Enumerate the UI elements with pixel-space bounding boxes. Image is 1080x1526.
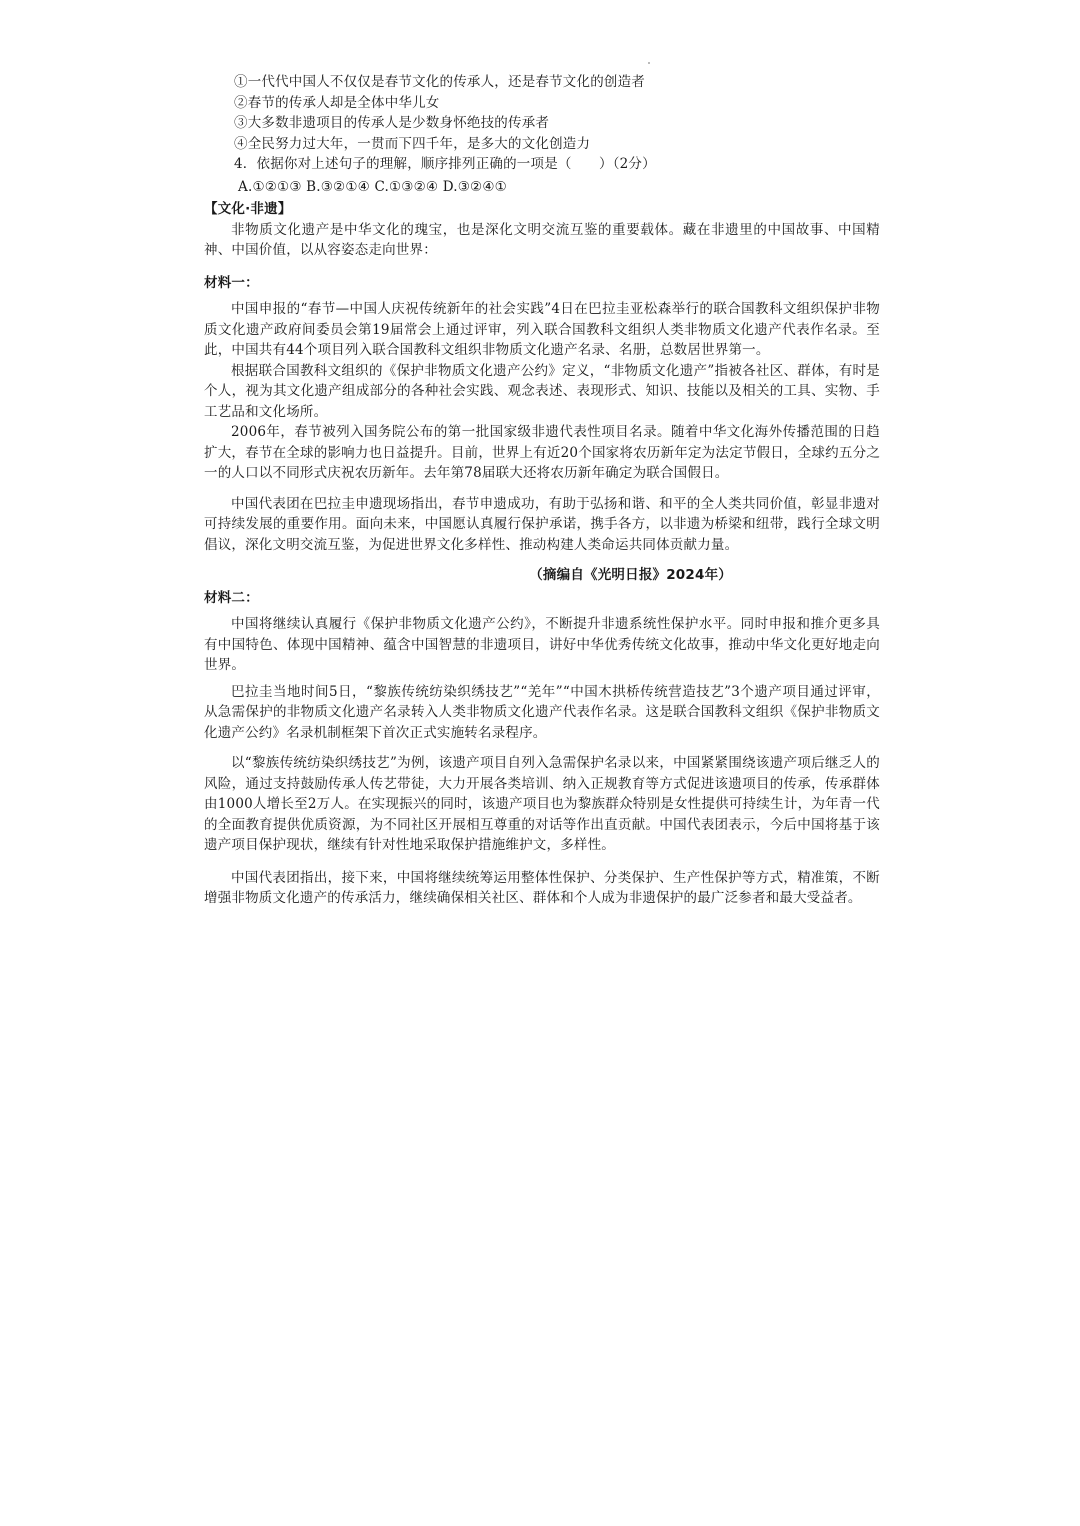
material-1-paragraph: 2006年，春节被列入国务院公布的第一批国家级非遗代表性项目名录。随着中华文化海外传播范围的日趋扩大，春节在全球的影响力也日益提升。目前，世界上有近20个国家将农历新年定为法定节假日，全球约五分之一的人口以不同形式庆祝农历新年。去年第78届联大还将农历新年确定为联合国假日。 xyxy=(204,424,880,481)
material-1-paragraph: 中国代表团在巴拉圭申遗现场指出，春节申遗成功，有助于弘扬和谐、和平的全人类共同价值，彰显非遗对可持续发展的重要作用。面向未来，中国愿认真履行保护承诺，携手各方，以非遗为桥梁和纽带，践行全球文明倡议，深化文明交流互鉴，为促进世界文化多样性、推动构建人类命运共同体贡献力量。 xyxy=(204,495,880,553)
material-1-source: （摘编自《光明日报》2024年） xyxy=(529,567,732,583)
statement-3: ③大多数非遗项目的传承人是少数身怀绝技的传承者 xyxy=(234,115,550,131)
question-4-options: A.①②①③ B.③②①④ C.①③②④ D.③②④① xyxy=(238,178,507,195)
statement-1: ①一代代中国人不仅仅是春节文化的传承人，还是春节文化的创造者 xyxy=(234,74,645,90)
material-2-paragraph: 中国将继续认真履行《保护非物质文化遗产公约》，不断提升非遗系统性保护水平。同时申报和推介更多具有中国特色、体现中国精神、蕴含中国智慧的非遗项目，讲好中华优秀传统文化故事，推动中华文化更好地走向世界。 xyxy=(204,616,880,673)
intro-paragraph: 非物质文化遗产是中华文化的瑰宝，也是深化文明交流互鉴的重要载体。藏在非遗里的中国故事、中国精神、中国价值，以从容姿态走向世界： xyxy=(204,221,880,258)
question-4: 4．依据你对上述句子的理解，顺序排列正确的一项是（ ）（2分） xyxy=(234,156,656,172)
material-1-title: 材料一： xyxy=(204,274,259,291)
material-2-paragraph: 中国代表团指出，接下来，中国将继续统筹运用整体性保护、分类保护、生产性保护等方式，精准策，不断增强非物质文化遗产的传承活力，继续确保相关社区、群体和个人成为非遗保护的最广泛参者和最大受益者。 xyxy=(204,869,880,906)
scan-speck xyxy=(648,62,650,64)
material-2-title: 材料二： xyxy=(204,589,259,606)
section-title: 【文化·非遗】 xyxy=(204,201,292,217)
statement-2: ②春节的传承人却是全体中华儿女 xyxy=(234,94,440,111)
statement-4: ④全民努力过大年，一贯而下四千年，是多大的文化创造力 xyxy=(234,135,591,152)
material-1-paragraph: 中国申报的“春节—中国人庆祝传统新年的社会实践”4日在巴拉圭亚松森举行的联合国教科文组织保护非物质文化遗产政府间委员会第19届常会上通过评审，列入联合国教科文组织人类非物质文化遗产代表作名录。至此，中国共有44个项目列入联合国教科文组织非物质文化遗产名录、名册，总数居世界第一。 xyxy=(204,301,880,358)
material-2-paragraph: 巴拉圭当地时间5日，“黎族传统纺染织绣技艺”“羌年”“中国木拱桥传统营造技艺”3个遗产项目通过评审，从急需保护的非物质文化遗产名录转入人类非物质文化遗产代表作名录。这是联合国教科文组织《保护非物质文化遗产公约》名录机制框架下首次正式实施转名录程序。 xyxy=(204,683,880,741)
document-body xyxy=(204,72,880,909)
material-1-paragraph: 根据联合国教科文组织的《保护非物质文化遗产公约》定义，“非物质文化遗产”指被各社区、群体，有时是个人，视为其文化遗产组成部分的各种社会实践、观念表述、表现形式、知识、技能以及相关的工具、实物、手工艺品和文化场所。 xyxy=(204,362,880,420)
material-2-paragraph: 以“黎族传统纺染织绣技艺”为例，该遗产项目自列入急需保护名录以来，中国紧紧围绕该遗产项后继乏人的风险，通过支持鼓励传承人传艺带徒，大力开展各类培训、纳入正规教育等方式促进该遗项目的传承，传承群体由1000人增长至2万人。在实现振兴的同时，该遗产项目也为黎族群众特别是女性提供可持续生计，为年青一代的全面教育提供优质资源，为不同社区开展相互尊重的对话等作出直贡献。中国代表团表示，今后中国将基于该遗产项目保护现状，继续有针对性地采取保护措施维护文，多样性。 xyxy=(204,755,880,853)
